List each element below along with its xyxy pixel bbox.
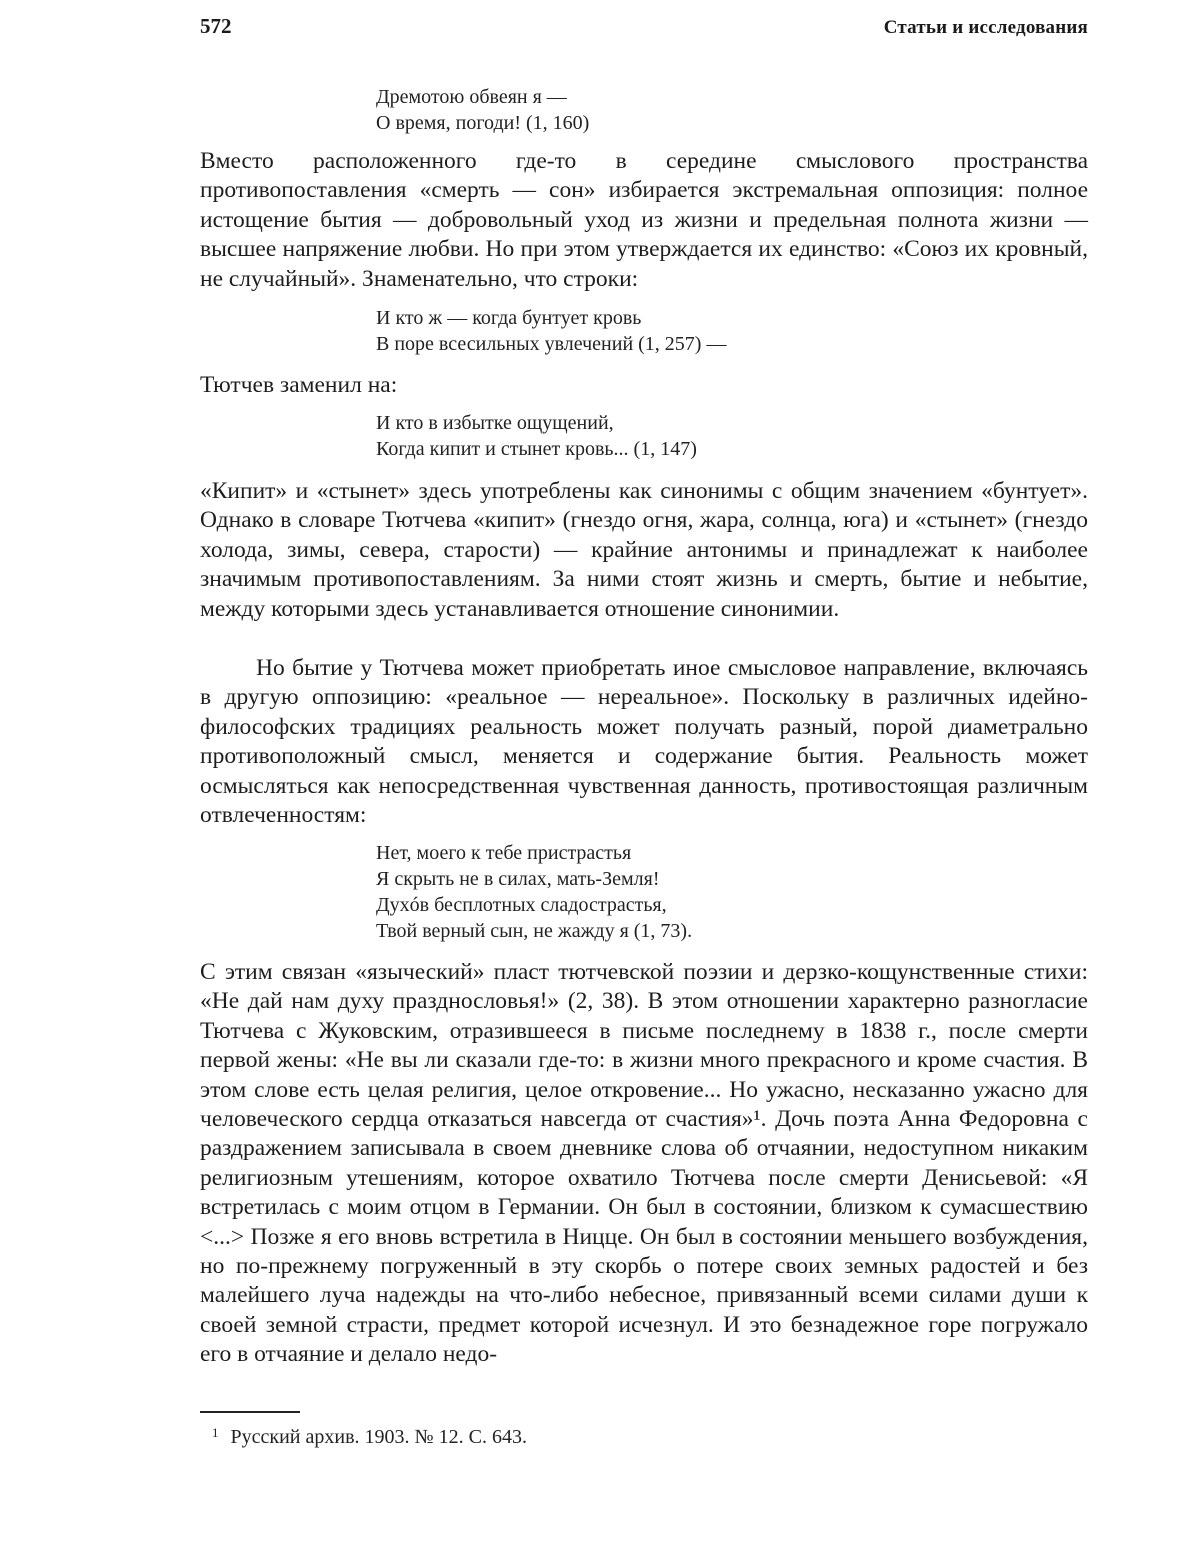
verse-quote-4 [376,840,692,944]
verse-line: Нет, моего к тебе пристрастья [376,842,632,864]
running-header [200,14,1088,42]
verse-quote-3 [376,410,697,462]
paragraph: С этим связан «языческий» пласт тютчевской поэзии и дерзко-кощунственные стихи: «Не дай нам духу празднословья!» (2, 38). В этом отношении характерно разногласие Тютчева с Жуковским, отразившееся в письме последнему в 1838 г., после смерти первой жены: «Не вы ли сказали где-то: в жизни много прекрасного и кроме счастия. В этом слове есть целая религия, целое откровение... Но ужасно, несказанно ужасно для человеческого сердца отказаться навсегда от счастия»¹. Дочь поэта Анна Федоровна с раздражением записывала в своем дневнике слова об отчаянии, недоступном никаким религиозным утешениям, которое охватило Тютчева после смерти Денисьевой: «Я встретилась с моим отцом в Германии. Он был в состоянии, близком к сумасшествию <...> Позже я его вновь встретила в Ницце. Он был в состоянии меньшего возбуждения, но по-прежнему погруженный в эту скорбь о потере своих земных радостей и без малейшего луча надежды на что-либо небесное, привязанный всеми силами души к своей земной страсти, предмет которой исчезнул. И это безнадежное горе погружало его в отчаяние и делало недо- [200,959,1088,1368]
verse-line: И кто в избытке ощущений, [376,412,614,434]
paragraph: Тютчев заменил на: [200,372,398,398]
paragraph: Но бытие у Тютчева может приобретать иное смысловое направление, включаясь в другую оппозицию: «реальное — нереальное». Поскольку в различных идейно-философских традициях реальность может получать разный, порой диаметрально противоположный смысл, меняется и содержание бытия. Реальность может осмысляться как непосредственная чувственная данность, противостоящая различным отвлеченностям: [200,655,1088,829]
verse-line: Твой верный сын, не жажду я (1, 73). [376,920,693,942]
paragraph: «Кипит» и «стынет» здесь употреблены как синонимы с общим значением «бунтует». Однако в словаре Тютчева «кипит» (гнездо огня, жара, солнца, юга) и «стынет» (гнездо холода, зимы, севера, старости) — крайние антонимы и принадлежат к наиболее значимым противопоставлениям. За ними стоят жизнь и смерть, бытие и небытие, между которыми здесь устанавливается отношение синонимии. [200,478,1088,622]
verse-line: О время, погоди! (1, 160) [376,112,590,134]
verse-line: И кто ж — когда бунтует кровь [376,307,642,329]
verse-quote-1 [376,84,589,136]
verse-quote-2 [376,305,726,357]
verse-line: Духóв бесплотных сладострастья, [376,894,667,916]
page-number: 572 [200,14,232,38]
verse-line: Дремотою обвеян я — [376,86,567,108]
footnote-text: Русский архив. 1903. № 12. С. 643. [230,1426,527,1448]
paragraph: Вместо расположенного где-то в середине смыслового пространства противопоставления «смерть — сон» избирается экстремальная оппозиция: полное истощение бытия — добровольный уход из жизни и предельная полнота жизни — высшее напряжение любви. Но при этом утверждается их единство: «Союз их кровный, не случайный». Знаменательно, что строки: [200,148,1088,292]
footnote-number: 1 [212,1425,219,1440]
footnote-divider [200,1411,300,1413]
verse-line: В поре всесильных увлечений (1, 257) — [376,333,727,355]
verse-line: Когда кипит и стынет кровь... (1, 147) [376,438,697,460]
footnote [212,1420,527,1450]
section-title: Статьи и исследования [883,17,1088,38]
verse-line: Я скрыть не в силах, мать-Земля! [376,868,660,890]
